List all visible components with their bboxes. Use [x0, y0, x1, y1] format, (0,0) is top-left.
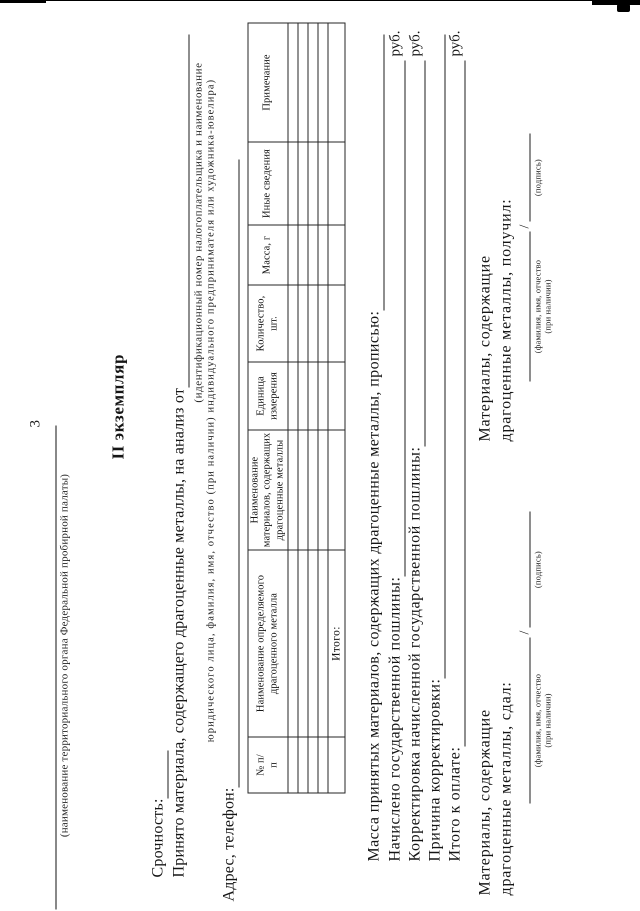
org-name-caption: (наименование территориального органа Федеральной пробирной палаты) — [58, 473, 70, 837]
state-fee-field — [385, 30, 405, 861]
state-fee-blank-line — [387, 60, 405, 576]
total-due-currency: руб. — [447, 30, 463, 56]
table-empty-row — [298, 23, 308, 793]
name-caption: (фамилия, имя, отчество — [532, 673, 542, 767]
accepted-from-label: Принято материала, содержащего драгоценные металлы, на анализ от — [170, 387, 187, 877]
received-sign-area — [519, 133, 542, 221]
name-caption-2: (при наличии) — [542, 692, 552, 748]
col-header-unit: Единица измерения — [248, 362, 288, 430]
materials-table — [247, 22, 345, 793]
fee-adjustment-field — [405, 30, 425, 861]
mass-in-words-blank-line — [366, 34, 384, 310]
adjustment-reason-label: Причина корректировки: — [426, 677, 443, 861]
received-text-line2: драгоценные металлы, получил: — [497, 198, 514, 441]
table-header-row — [248, 23, 288, 793]
received-text-line1: Материалы, содержащие — [476, 254, 493, 441]
address-phone-blank-line — [221, 159, 239, 787]
fee-adjustment-label: Корректировка начисленной государственной пошлины: — [406, 445, 423, 861]
org-name-block — [42, 423, 70, 911]
urgency-label: Срочность: — [149, 797, 166, 877]
adjustment-reason-blank-line — [427, 34, 445, 678]
adjustment-reason-field — [425, 34, 445, 861]
mass-in-words-label: Масса принятых материалов, содержащих драгоценные металлы, прописью: — [365, 310, 382, 861]
signature-separator: / — [517, 630, 532, 634]
accepted-from-field — [169, 34, 189, 877]
mass-in-words-field — [364, 34, 384, 861]
urgency-blank-line — [150, 750, 168, 798]
address-phone-field — [219, 159, 239, 901]
signature-block-received — [474, 29, 552, 441]
received-sign-line — [519, 133, 530, 221]
handed-over-text-line2: драгоценные металлы, сдал: — [497, 680, 514, 895]
urgency-field — [148, 750, 168, 877]
name-caption-2: (при наличии) — [542, 278, 552, 334]
fee-adjustment-currency: руб. — [407, 30, 423, 56]
handed-over-name-area — [519, 637, 552, 803]
state-fee-label: Начислено государственной пошлины: — [386, 576, 403, 861]
sign-caption: (подпись) — [532, 158, 542, 196]
received-name-line — [519, 231, 530, 381]
col-header-mass: Масса, г — [248, 225, 288, 285]
col-header-metal-name: Наименование определяемого драгоценного металла — [248, 550, 288, 737]
page-number: 3 — [27, 419, 43, 427]
received-signature-row — [519, 29, 552, 441]
total-due-field — [445, 30, 465, 861]
signature-separator: / — [517, 224, 532, 228]
col-header-material-name: Наименование материалов, содержащих драгоценные металлы — [248, 430, 288, 550]
accepted-from-blank-line — [171, 34, 189, 387]
table-empty-row — [318, 23, 328, 793]
copy-title: II экземпляр — [108, 353, 127, 459]
fee-adjustment-blank-line — [407, 60, 425, 446]
accepted-from-caption-line1: (идентификационный номер налогоплательщика и наименование — [192, 61, 204, 403]
table-empty-row — [308, 23, 318, 793]
address-phone-label: Адрес, телефон: — [220, 786, 237, 901]
org-name-blank-line — [42, 425, 56, 909]
col-header-number: № п/п — [248, 737, 288, 793]
handed-over-sign-area — [519, 511, 542, 627]
total-due-blank-line — [447, 60, 465, 746]
total-label: Итого: — [328, 550, 345, 737]
handed-over-name-line — [519, 637, 530, 803]
state-fee-currency: руб. — [387, 30, 403, 56]
handed-over-text-line1: Материалы, содержащие — [476, 708, 493, 895]
handed-over-signature-row — [519, 483, 552, 895]
accepted-from-caption-line2: юридического лица, фамилия, имя, отчество (при наличии) индивидуального предпринимателя или художника-ювелира) — [205, 78, 216, 742]
name-caption: (фамилия, имя, отчество — [532, 259, 542, 353]
received-name-area — [519, 231, 552, 381]
handed-over-sign-line — [519, 511, 530, 627]
signature-block-handed-over — [474, 483, 552, 895]
col-header-note: Примечание — [248, 23, 288, 142]
total-due-label: Итого к оплате: — [446, 745, 463, 861]
table-empty-row — [288, 23, 298, 793]
col-header-other-info: Иные сведения — [248, 142, 288, 225]
col-header-quantity: Количество, шт. — [248, 285, 288, 362]
sign-caption: (подпись) — [532, 550, 542, 588]
table-total-row — [328, 23, 345, 793]
